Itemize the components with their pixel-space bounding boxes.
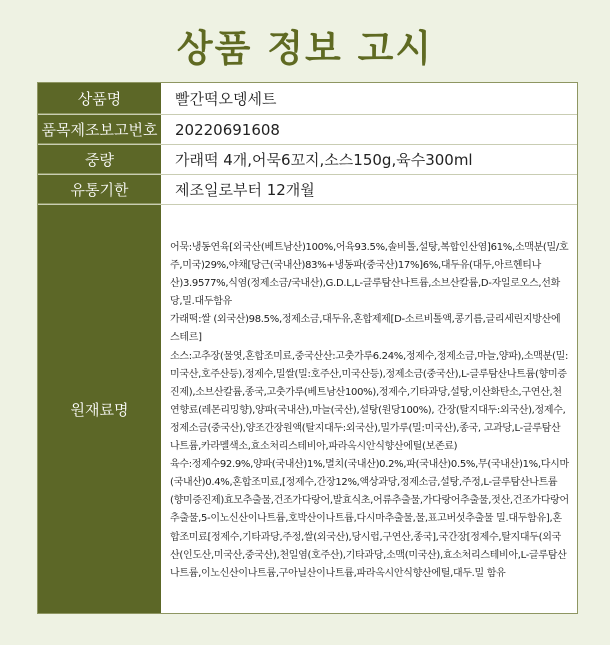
ingredient-sauce: 소스:고추장(물엿,혼합조미료,중국산산:고춧가루6.24%,정제수,정제소금,마늘,양파),소맥분(밀:미국산,호주산등),정제수,밀쌀(밀:호주산,미국산등),정제소금(중국산),L-글루탐산나트륨(향미증진제),소브산칼륨,종국,고춧가루(베트남산100%),정제수,기타과당,설탕,이산화탄소,구연산,천연향료(레몬리밍향),양파(국내산),마늘(국산),설탕(원당100%), 간장(탈지대두:외국산),정제수,정제소금(중국산),양조간장원액(탈지대두:외국산),밀가루(밀:미국산),종국, 고과당,L-글루탐산나트륨,카라멜색소,효소처리스테비아,파라옥시안식향산에틸(보존료) [170, 350, 569, 453]
label-ingredients: 원재료명 [38, 205, 161, 613]
label-product-name: 상품명 [38, 83, 161, 114]
row-weight [38, 145, 577, 175]
row-report-number [38, 115, 577, 145]
ingredients-text [170, 239, 569, 583]
ingredient-rice-cake: 가래떡:쌀 (외국산)98.5%,정제소금,대두유,혼합제제[D-소르비톨액,콩기름,글리세린지방산에스테르] [170, 314, 561, 344]
value-expiry: 제조일로부터 12개월 [175, 181, 315, 199]
value-product-name: 빨간떡오뎅세트 [175, 90, 277, 108]
page-title: 상품 정보 고시 [176, 27, 434, 70]
value-weight: 가래떡 4개,어묵6꼬지,소스150g,육수300ml [175, 151, 473, 169]
label-expiry: 유통기한 [38, 175, 161, 204]
label-report-number: 품목제조보고번호 [38, 115, 161, 144]
product-info-table [37, 82, 578, 614]
row-expiry [38, 175, 577, 205]
value-report-number: 20220691608 [175, 120, 280, 139]
label-weight: 중량 [38, 145, 161, 174]
ingredient-fishcake: 어묵:냉동연육[외국산(베트남산)100%,어육93.5%,솔비톨,설탕,복합인산염]61%,소맥분(밀/호주,미국)29%,야채[당근(국내산)83%+냉동파(중국산)17%]6%,대두유(대두,아르헨티나산)3.9577%,식염(정제소금/국내산),G.D.L,L-글루탐산나트륨,소브산칼륨,D-자일로오스,선화당,밀.대두함유 [170, 242, 569, 308]
row-ingredients [38, 205, 577, 613]
ingredient-broth: 육수:정제수92.9%,양파(국내산)1%,멸치(국내산)0.2%,파(국내산)0.5%,무(국내산)1%,다시마(국내산)0.4%,혼합조미료,[정제수,간장12%,액상과당,정제소금,설탕,주정,L-글루탐산나트륨(향미증진제)효모추출물,건조가다랑어,발효식초,어류추출물,가다랑어추출물,젓산,건조가다랑어추출물,5-이노신산이나트륨,호박산이나트륨,다시마추출물,물,표고버섯추출물 밀.대두함유],혼합조미료[정제수,기타과당,주정,쌀(외국산),당시럽,구연산,종국],국간장[정제수,탈지대두(외국산(인도산,미국산,중국산),천일염(호주산),기타과당,소맥(미국산),효소처리스테비아,L-글루탐산나트륨,이노신산이나트륨,구아닐산이나트륨,파라옥시안식향산에틸,대두.밀 함유 [170, 459, 569, 579]
row-product-name [38, 83, 577, 115]
